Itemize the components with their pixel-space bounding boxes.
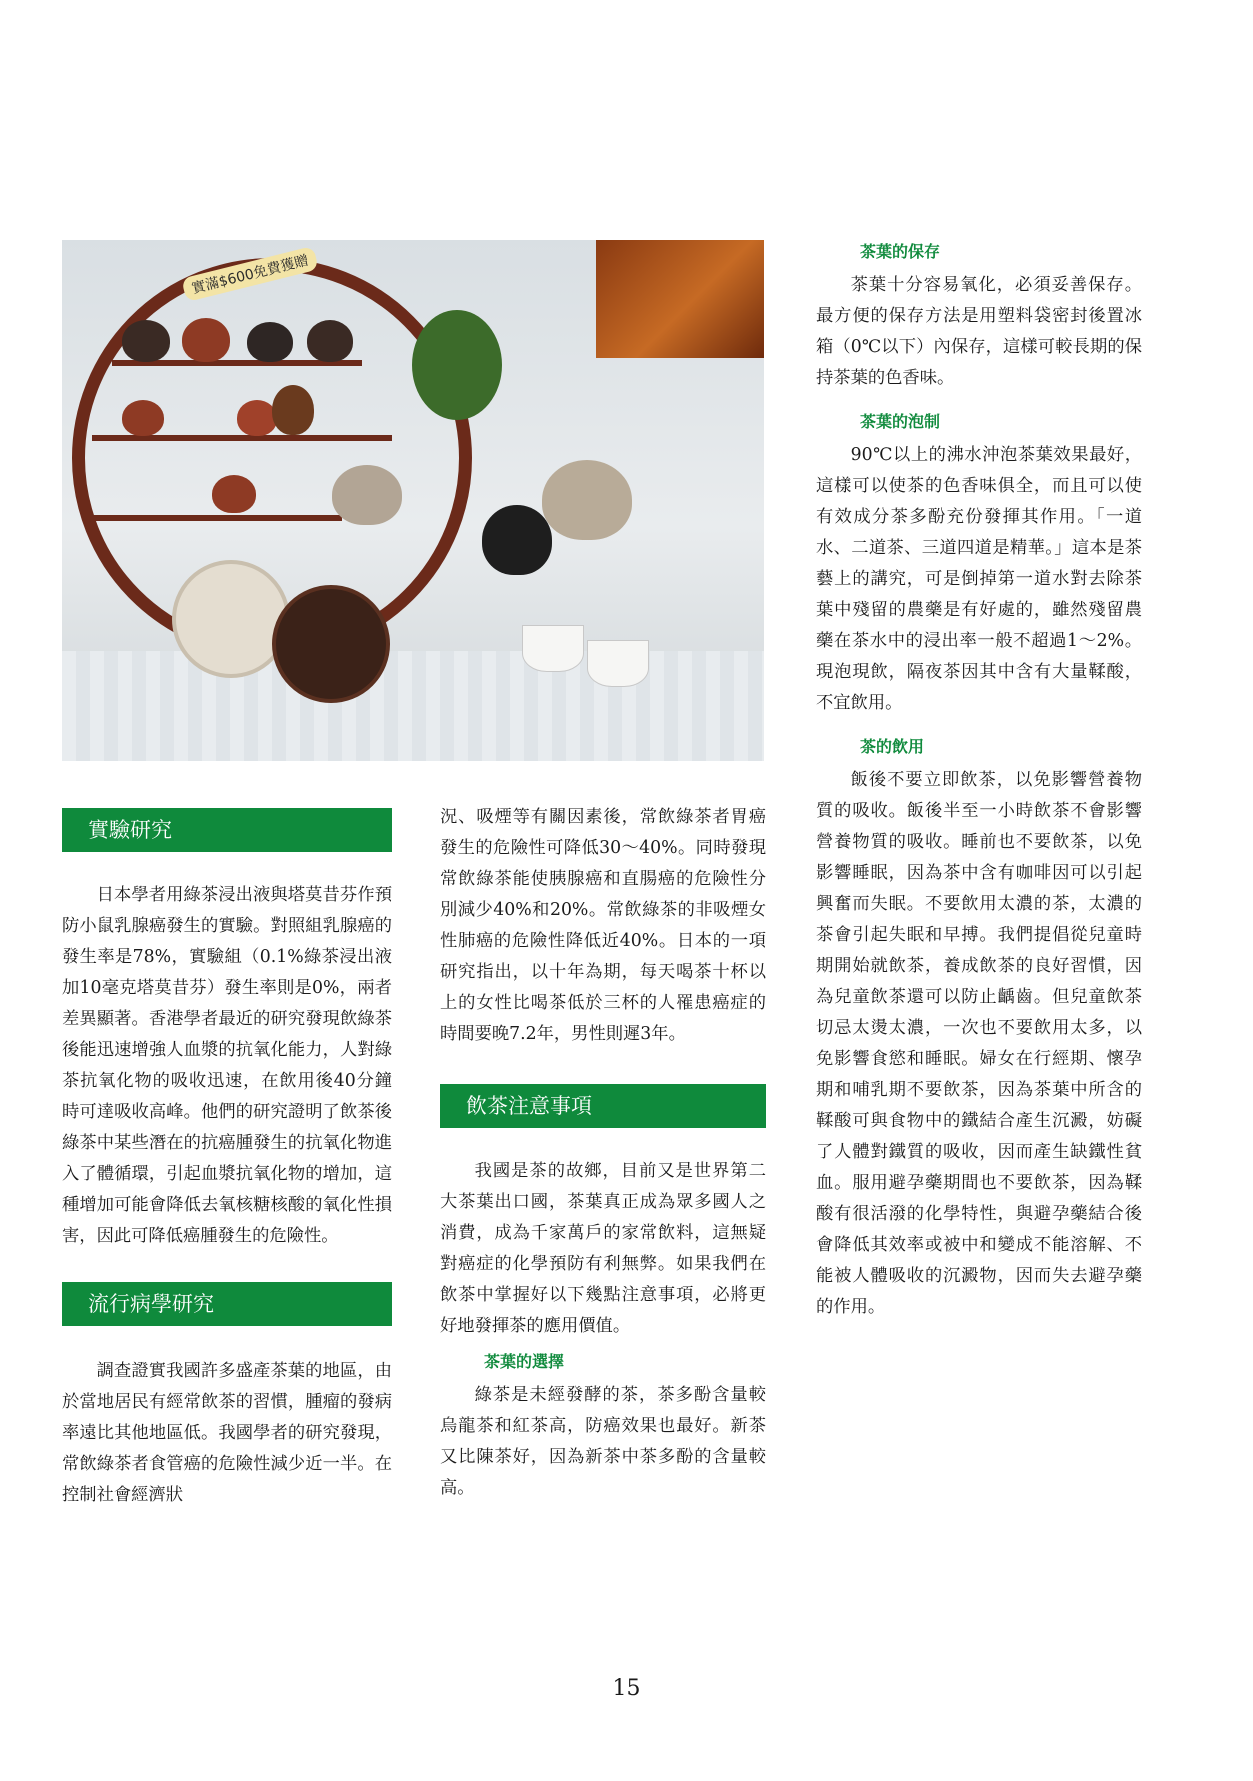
teapot: [247, 322, 293, 362]
epidemiology-body: 調查證實我國許多盛產茶葉的地區，由於當地居民有經常飲茶的習慣，腫瘤的發病率遠比其他地區低。我國學者的研究發現，常飲綠茶者食管癌的危險性減少近一半。在控制社會經濟狀: [62, 1361, 392, 1505]
column-right: [816, 240, 1142, 1323]
clay-kettle: [542, 460, 632, 540]
wall-painting: [596, 240, 764, 358]
selection-body: 綠茶是未經發酵的茶，茶多酚含量較烏龍茶和紅茶高，防癌效果也最好。新茶又比陳茶好，因為新茶中茶多酚的含量較高。: [440, 1385, 766, 1498]
teapot: [122, 400, 164, 436]
subheading-storage: 茶葉的保存: [860, 242, 941, 261]
teapot: [307, 320, 353, 362]
table-cloth: [62, 651, 764, 761]
section-heading-notes: 飲茶注意事項: [440, 1084, 766, 1128]
experiment-body: 日本學者用綠茶浸出液與塔莫昔芬作預防小鼠乳腺癌發生的實驗。對照組乳腺癌的發生率是78%，實驗組（0.1%綠茶浸出液加10毫克塔莫昔芬）發生率則是0%，兩者差異顯著。香港學者最近的研究發現飲綠茶後能迅速增強人血漿的抗氧化能力，人對綠茶抗氧化物的吸收迅速，在飲用後40分鐘時可達吸收高峰。他們的研究證明了飲茶後綠茶中某些潛在的抗癌腫發生的抗氧化物進入了體循環，引起血漿抗氧化物的增加，這種增加可能會降低去氧核糖核酸的氧化性損害，因此可降低癌腫發生的危險性。: [62, 885, 392, 1246]
drinking-body: 飯後不要立即飲茶，以免影響營養物質的吸收。飯後半至一小時飲茶不會影響營養物質的吸收。睡前也不要飲茶，以免影響睡眠，因為茶中含有咖啡因可以引起興奮而失眠。不要飲用太濃的茶，太濃的茶會引起失眠和早搏。我們提倡從兒童時期開始就飲茶，養成飲茶的良好習慣，因為兒童飲茶還可以防止齲齒。但兒童飲茶切忌太燙太濃，一次也不要飲用太多，以免影響食慾和睡眠。婦女在行經期、懷孕期和哺乳期不要飲茶，因為茶葉中所含的鞣酸可與食物中的鐵結合產生沉澱，妨礙了人體對鐵質的吸收，因而產生缺鐵性貧血。服用避孕藥期間也不要飲茶，因為鞣酸有很活潑的化學特性，與避孕藥結合後會降低其效率或被中和變成不能溶解、不能被人體吸收的沉澱物，因而失去避孕藥的作用。: [816, 770, 1142, 1317]
pu-erh-cake: [172, 560, 290, 678]
white-pitcher: [587, 640, 649, 687]
epidemiology-continued: 況、吸煙等有關因素後，常飲綠茶者胃癌發生的危險性可降低30～40%。同時發現常飲綠茶能使胰腺癌和直腸癌的危險性分別減少40%和20%。常飲綠茶的非吸煙女性肺癌的危險性降低近40%。日本的一項研究指出，以十年為期，每天喝茶十杯以上的女性比喝茶低於三杯的人罹患癌症的時間要晚7.2年，男性則遲3年。: [440, 807, 766, 1044]
brewing-body: 90℃以上的沸水沖泡茶葉效果最好，這樣可以使茶的色香味俱全，而且可以使有效成分茶多酚充份發揮其作用。「一道水、二道茶、三道四道是精華。」這本是茶藝上的講究，可是倒掉第一道水對去除茶葉中殘留的農藥是有好處的，雖然殘留農藥在茶水中的浸出率一般不超過1～2%。現泡現飲，隔夜茶因其中含有大量鞣酸，不宜飲用。: [816, 445, 1142, 713]
section-heading-experiment: 實驗研究: [62, 808, 392, 852]
teapot: [182, 318, 230, 362]
section-heading-epidemiology: 流行病學研究: [62, 1282, 392, 1326]
notes-intro: 我國是茶的故鄉，目前又是世界第二大茶葉出口國，茶葉真正成為眾多國人之消費，成為千家萬戶的家常飲料，這無疑對癌症的化學預防有利無弊。如果我們在飲茶中掌握好以下幾點注意事項，必將更好地發揮茶的應用價值。: [440, 1161, 766, 1336]
teapot: [272, 385, 314, 435]
teapot: [122, 320, 170, 362]
storage-body: 茶葉十分容易氧化，必須妥善保存。最方便的保存方法是用塑料袋密封後置冰箱（0℃以下）內保存，這樣可較長期的保持茶葉的色香味。: [816, 275, 1142, 388]
orchid-plant: [412, 310, 502, 420]
column-middle: [440, 802, 766, 1504]
column-left: [62, 808, 392, 1511]
shelf-board: [92, 435, 392, 441]
page-number: 15: [612, 1676, 641, 1701]
black-kettle: [482, 505, 552, 575]
shelf-board: [92, 515, 342, 521]
subheading-brewing: 茶葉的泡制: [860, 412, 941, 431]
white-pitcher: [522, 625, 584, 672]
pu-erh-cake: [272, 585, 390, 703]
tea-display-photo: [62, 240, 764, 761]
ring-label: 實滿$600免費獲贈: [181, 246, 318, 302]
teapot: [237, 400, 277, 436]
teapot: [212, 475, 256, 513]
subheading-selection: 茶葉的選擇: [484, 1352, 565, 1371]
teapot: [332, 465, 402, 525]
subheading-drinking: 茶的飲用: [860, 737, 925, 756]
